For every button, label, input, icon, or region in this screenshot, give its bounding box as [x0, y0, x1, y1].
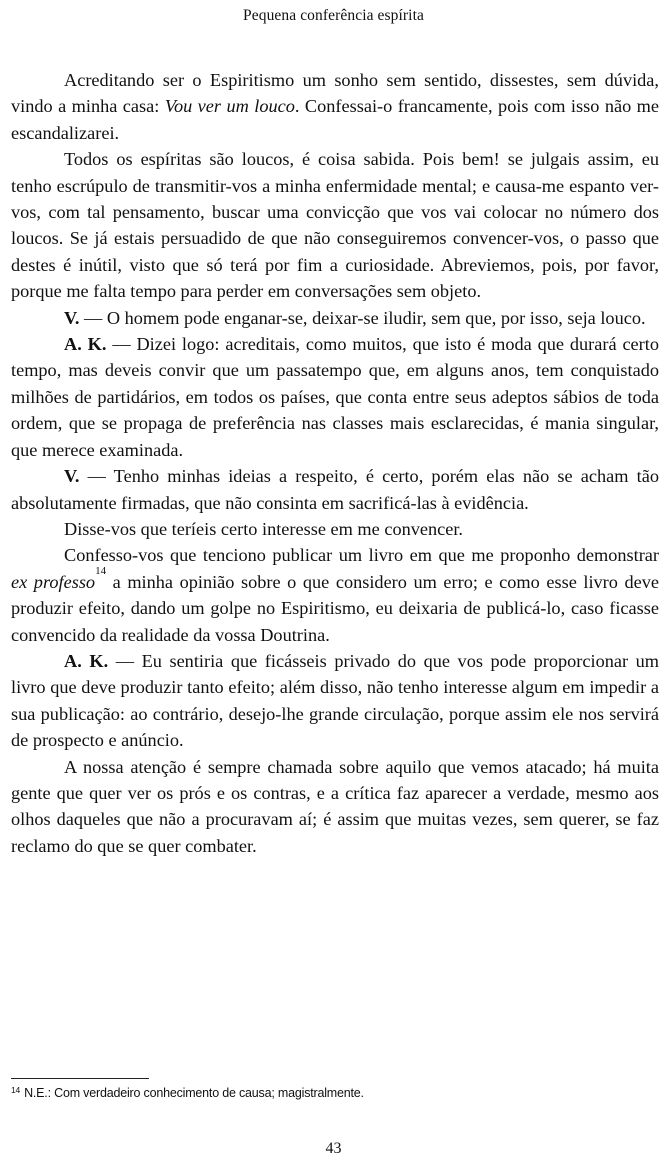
paragraph [11, 648, 659, 754]
footnote-text: N.E.: Com verdadeiro conhecimento de causa; magistralmente. [24, 1086, 364, 1100]
speaker-label: A. K. [64, 334, 107, 355]
italic-phrase: ex professo [11, 571, 96, 592]
paragraph-text: a minha opinião sobre o que considero um erro; e como esse livro deve produzir efeito, dando um golpe no Espiritismo, eu deixaria de publicá-lo, caso ficasse convencido da realidade da vossa Doutrina. [11, 571, 659, 645]
footnote-reference[interactable]: 14 [95, 564, 107, 577]
footnote [11, 1086, 651, 1100]
running-header: Pequena conferência espírita [243, 7, 424, 24]
paragraph [11, 146, 659, 304]
paragraph [11, 331, 659, 463]
speaker-label: V. [64, 307, 80, 328]
paragraph-text: A nossa atenção é sempre chamada sobre aquilo que vemos atacado; há muita gente que quer ver os prós e os contras, e a crítica faz aparecer a verdade, mesmo aos olhos daqueles que não a procuravam aí; é assim que muitas vezes, sem querer, se faz reclamo do que se quer combater. [11, 756, 659, 856]
paragraph [11, 516, 659, 542]
paragraph-text: Confesso-vos que tenciono publicar um livro em que me proponho demonstrar [64, 545, 659, 566]
speaker-label: A. K. [64, 650, 109, 671]
page-number: 43 [325, 1140, 342, 1157]
paragraph [11, 463, 659, 516]
paragraph [11, 542, 659, 648]
paragraph-text: Todos os espíritas são loucos, é coisa sabida. Pois bem! se julgais assim, eu tenho escrúpulo de transmitir-vos a minha enfermidade mental; e causa-me espanto ver-vos, com tal pensamento, buscar uma convicção que vos vai colocar no número dos loucos. Se já estais persuadido de que não conseguiremos convencer-vos, o passo que destes é inútil, visto que só terá por fim a curiosidade. Abreviemos, pois, por favor, porque me falta tempo para perder em conversações sem objeto. [11, 149, 659, 302]
footnote-divider [11, 1078, 149, 1079]
paragraph [11, 305, 659, 331]
paragraph-text: — Dizei logo: acreditais, como muitos, que isto é moda que durará certo tempo, mas deveis convir que um passatempo que, em alguns anos, tem conquistado milhões de partidários, em todos os países, que conta entre seus adeptos sábios de toda ordem, que se propaga de preferência nas classes mais esclarecidas, é mania singular, que merece examinada. [11, 334, 659, 460]
paragraph [11, 67, 659, 146]
body-text [11, 67, 659, 859]
paragraph-text: . Confessai-o francamente, pois com isso não me escandalizarei. [11, 96, 659, 143]
paragraph-text: — Eu sentiria que ficásseis privado do que vos pode proporcionar um livro que deve produzir tanto efeito; além disso, não tenho interesse algum em impedir a sua publicação: ao contrário, desejo-lhe grande circulação, porque assim ele nos servirá de prospecto e anúncio. [11, 650, 659, 751]
paragraph-text: — Tenho minhas ideias a respeito, é certo, porém elas não se acham tão absolutamente firmadas, que não consinta em sacrificá-las à evidência. [11, 466, 659, 513]
paragraph-text: Disse-vos que teríeis certo interesse em me convencer. [64, 518, 463, 539]
paragraph-text: Acreditando ser o Espiritismo um sonho sem sentido, dissestes, sem dúvida, vindo a minha casa: [11, 70, 659, 117]
italic-phrase: Vou ver um louco [164, 96, 295, 117]
paragraph-text: — O homem pode enganar-se, deixar-se iludir, sem que, por isso, seja louco. [79, 307, 646, 328]
paragraph [11, 754, 659, 860]
speaker-label: V. [64, 466, 80, 487]
footnote-number: 14 [11, 1085, 21, 1095]
